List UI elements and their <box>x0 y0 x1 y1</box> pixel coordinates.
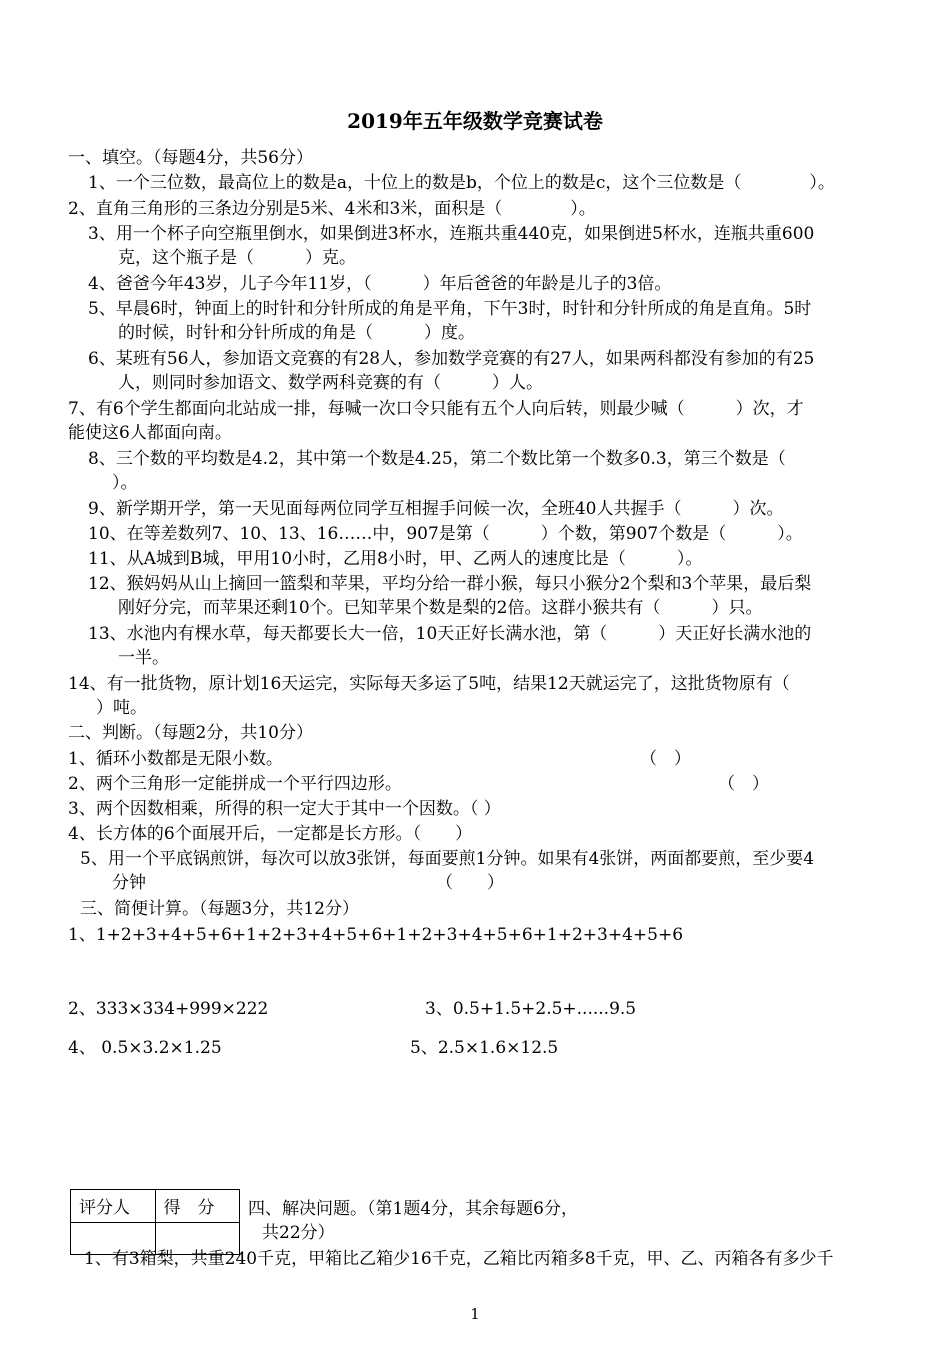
score-table-score-header: 得 分 <box>155 1190 240 1223</box>
s1-line-7: 7、有6个学生都面向北站成一排，每喊一次口令只能有五个人向后转，则最少喊（ ）次，才 <box>68 399 804 419</box>
s1-line-11: 11、从A城到B城，甲用10小时，乙用8小时，甲、乙两人的速度比是（ ）。 <box>88 549 703 569</box>
s1-line-8: 8、三个数的平均数是4.2，其中第一个数是4.25，第二个数比第一个数多0.3，第三个数是（ <box>88 449 786 469</box>
s2-item-1-mark: （ ） <box>640 749 691 769</box>
s3-q2: 2、333×334+999×222 <box>68 999 269 1019</box>
s2-item-1: 1、循环小数都是无限小数。 <box>68 749 283 769</box>
s1-line-10: 10、在等差数列7、10、13、16……中，907是第（ ）个数，第907个数是（ ）。 <box>88 524 803 544</box>
s2-item-2-mark: （ ） <box>718 774 769 794</box>
section4-header: 四、解决问题。（第1题4分，其余每题6分， <box>248 1199 578 1219</box>
section1-header: 一、填空。（每题4分，共56分） <box>68 148 313 168</box>
s1-line-3: 3、用一个杯子向空瓶里倒水，如果倒进3杯水，连瓶共重440克，如果倒进5杯水，连瓶共重600 <box>88 224 815 244</box>
s1-line-5-cont: 的时候，时针和分针所成的角是（ ）度。 <box>118 323 475 343</box>
s2-item-3: 3、两个因数相乘，所得的积一定大于其中一个因数。（ ） <box>68 799 501 819</box>
page-title: 2019年五年级数学竞赛试卷 <box>347 109 603 133</box>
s1-line-14: 14、有一批货物，原计划16天运完，实际每天多运了5吨，结果12天就运完了，这批货物原有（ <box>68 674 790 694</box>
page-number: 1 <box>470 1305 480 1323</box>
s3-q4: 4、 0.5×3.2×1.25 <box>68 1038 222 1058</box>
s2-item-5: 5、用一个平底锅煎饼，每次可以放3张饼，每面要煎1分钟。如果有4张饼，两面都要煎，至少要4 <box>80 849 815 869</box>
s3-q5: 5、2.5×1.6×12.5 <box>410 1038 559 1058</box>
score-table <box>70 1189 240 1255</box>
s1-line-5: 5、早晨6时，钟面上的时针和分针所成的角是平角，下午3时，时针和分针所成的角是直角。5时 <box>88 299 812 319</box>
s2-item-5-mark: （ ） <box>436 873 504 893</box>
s2-item-2: 2、两个三角形一定能拼成一个平行四边形。 <box>68 774 402 794</box>
score-table-grader-header: 评分人 <box>71 1190 156 1223</box>
s4-q1: 1、有3箱梨，共重240千克，甲箱比乙箱少16千克，乙箱比丙箱多8千克，甲、乙、丙箱各有多少千 <box>84 1249 834 1269</box>
section4-header-cont: 共22分） <box>262 1223 335 1243</box>
s1-line-14-cont: ）吨。 <box>96 698 147 718</box>
s2-item-5-cont: 分钟 <box>112 873 146 893</box>
s1-line-6-cont: 人，则同时参加语文、数学两科竞赛的有（ ）人。 <box>118 373 543 393</box>
section3-header: 三、简便计算。（每题3分，共12分） <box>80 899 359 919</box>
s3-q3: 3、0.5+1.5+2.5+......9.5 <box>425 999 637 1019</box>
section2-header: 二、判断。（每题2分，共10分） <box>68 723 313 743</box>
s1-line-13-cont: 一半。 <box>118 648 169 668</box>
s1-line-7-cont: 能使这6人都面向南。 <box>68 423 232 443</box>
s1-line-13: 13、水池内有棵水草，每天都要长大一倍，10天正好长满水池，第（ ）天正好长满水池的 <box>88 624 812 644</box>
s1-line-1: 1、一个三位数，最高位上的数是a，十位上的数是b，个位上的数是c，这个三位数是（ ）。 <box>88 173 835 193</box>
s1-line-3-cont: 克，这个瓶子是（ ）克。 <box>118 248 356 268</box>
s1-line-4: 4、爸爸今年43岁，儿子今年11岁，（ ）年后爸爸的年龄是儿子的3倍。 <box>88 274 672 294</box>
s1-line-8-cont: ）。 <box>112 473 138 493</box>
s1-line-12: 12、猴妈妈从山上摘回一篮梨和苹果，平均分给一群小猴，每只小猴分2个梨和3个苹果，最后梨 <box>88 574 812 594</box>
s1-line-9: 9、新学期开学，第一天见面每两位同学互相握手问候一次，全班40人共握手（ ）次。 <box>88 499 784 519</box>
s2-item-4: 4、长方体的6个面展开后，一定都是长方形。（ ） <box>68 824 473 844</box>
s1-line-6: 6、某班有56人，参加语文竞赛的有28人，参加数学竞赛的有27人，如果两科都没有参加的有25 <box>88 349 815 369</box>
s1-line-2: 2、直角三角形的三条边分别是5米、4米和3米，面积是（ ）。 <box>68 199 596 219</box>
s3-q1: 1、1+2+3+4+5+6+1+2+3+4+5+6+1+2+3+4+5+6+1+2+3+4+5+6 <box>68 925 684 945</box>
s1-line-12-cont: 刚好分完，而苹果还剩10个。已知苹果个数是梨的2倍。这群小猴共有（ ）只。 <box>118 598 763 618</box>
